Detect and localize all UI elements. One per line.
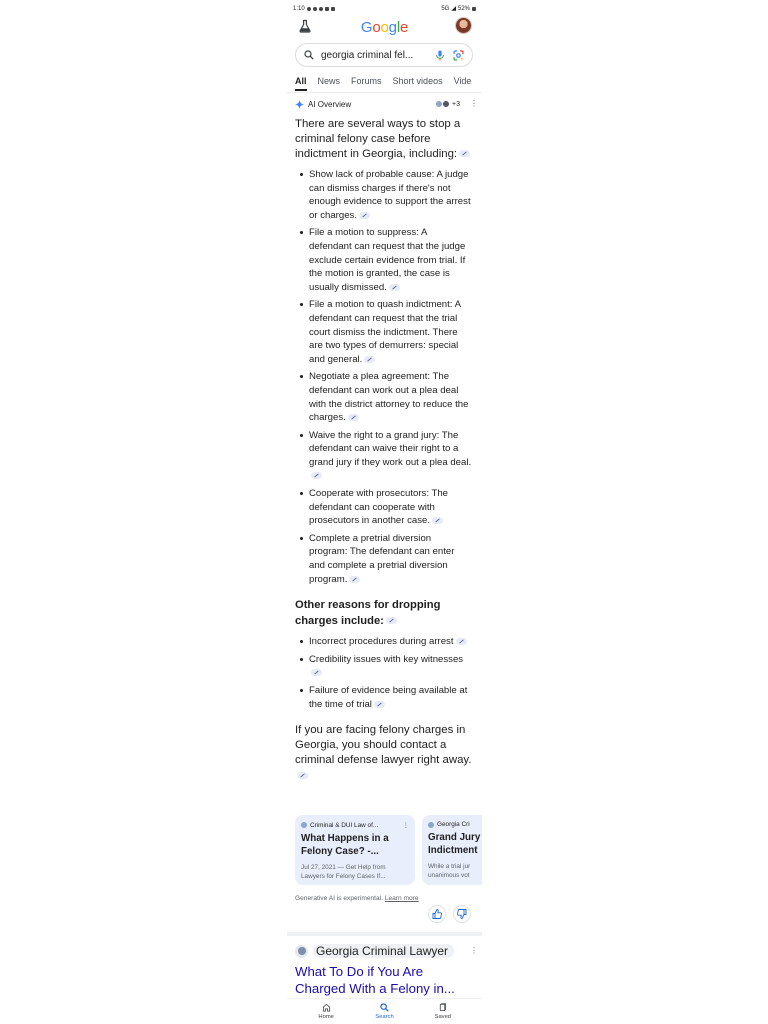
source-favicon-icon [442,100,450,108]
list-item-text: Cooperate with prosecutors: The defendant can cooperate with prosecutors in another case. [309,488,449,527]
sparkle-icon [295,100,304,109]
learn-more-link[interactable]: Learn more [384,895,419,902]
list-item [295,429,472,483]
card-source-name: Georgia Cri [437,821,470,828]
status-bar [293,4,476,13]
notification-icon [331,7,335,11]
citation-link-icon[interactable] [386,617,397,624]
search-bar[interactable] [295,43,473,67]
citation-link-icon[interactable] [297,772,308,779]
ai-overview-header [295,98,478,110]
list-item [295,635,472,649]
notification-icon [319,7,323,11]
citation-link-icon[interactable] [432,517,443,524]
saved-icon [438,1003,447,1012]
list-item [295,487,472,528]
tab-all[interactable]: All [295,76,307,91]
list-item-text: Credibility issues with key witnesses [309,653,464,665]
list-item [295,226,472,294]
list-item [295,168,472,222]
signal-icon: ◢ [451,6,456,12]
list-item [295,370,472,424]
card-source-name: Criminal & DUI Law of... [310,821,379,829]
search-icon [380,1003,389,1012]
logo-letter: o [380,19,389,36]
source-favicon-icon [301,822,307,828]
overview-subhead [295,598,472,629]
citation-link-icon[interactable] [311,669,322,676]
source-card[interactable] [422,815,482,885]
sources-count: +3 [452,100,460,108]
list-item-text: Negotiate a plea agreement: The defendant can work out a plea deal with the district attorney to reduce the charges. [309,371,469,424]
phone-screen [287,0,482,1024]
citation-link-icon[interactable] [311,472,322,479]
citation-link-icon[interactable] [459,150,470,157]
result-site-name[interactable]: Georgia Criminal Lawyer [313,944,454,958]
nav-home[interactable] [306,999,346,1024]
battery-icon [472,7,476,11]
list-item-text: Waive the right to a grand jury: The defendant can waive their right to a grand jury if they work out a plea deal. [309,429,472,468]
logo-letter: l [396,19,400,36]
network-label: 5G [441,5,450,12]
card-snippet: While a trial jur unanimous vot [428,863,471,879]
nav-search[interactable] [364,999,404,1024]
list-item-text: Complete a pretrial diversion program: The defendant can enter and complete a pretrial diversion program. [309,532,455,585]
bottom-navigation [287,998,482,1024]
search-icon [304,50,314,60]
card-snippet: Jul 27, 2021 — Get Help from Lawyers for Felony Cases If... [301,864,386,880]
list-item [295,298,472,366]
overview-closing-text: If you are facing felony charges in Georgia, you should contact a criminal defense lawyer right away. [295,724,472,767]
list-item-text: File a motion to suppress: A defendant can request that the judge exclude certain evidence from trial. If the motion is granted, the case is usually dismissed. [309,227,466,293]
list-item-text: Failure of evidence being available at the time of trial [309,685,468,710]
tabs-divider [287,92,482,93]
list-item-text: Incorrect procedures during arrest [309,636,454,648]
search-input[interactable]: georgia criminal fel... [321,49,414,61]
source-cards-carousel[interactable] [295,815,482,885]
ai-overview-content [295,117,472,783]
generative-ai-note [295,895,419,902]
overview-closing [295,723,472,783]
home-icon [322,1003,331,1012]
citation-link-icon[interactable] [348,414,359,421]
thumbs-down-icon [457,909,467,919]
citation-link-icon[interactable] [359,212,370,219]
list-item-text: File a motion to quash indictment: A defendant can request that the trial court dismiss the indictment. There are two types of demurrers: special and general. [309,299,461,365]
status-right [441,5,476,12]
card-title: Grand Jury Indictment [428,832,481,856]
favicon-mark [298,947,306,955]
status-time: 1:10 [293,5,305,12]
notification-icon [307,7,311,11]
logo-letter: G [360,19,373,36]
notification-icon [325,7,329,11]
overview-lead [295,117,472,162]
thumbs-up-icon [432,909,442,919]
notification-icon [313,7,317,11]
thumbs-up-button[interactable] [428,905,446,923]
overview-points-list [295,168,472,586]
citation-link-icon[interactable] [364,356,375,363]
generative-note-text: Generative AI is experimental. [295,895,383,902]
citation-link-icon[interactable] [374,701,385,708]
logo-letter: g [388,19,397,36]
tab-short-videos[interactable]: Short videos [392,76,443,86]
overview-subhead-text: Other reasons for dropping charges include: [295,599,441,627]
list-item-text: Show lack of probable cause: A judge can dismiss charges if there's not enough evidence to support the arrest or charges. [309,169,471,221]
mic-icon[interactable] [435,50,445,61]
citation-link-icon[interactable] [349,576,360,583]
nav-saved-label: Saved [434,1014,452,1020]
section-separator [287,932,482,936]
card-source [428,821,482,828]
more-options-icon[interactable]: ⋮ [402,822,409,829]
nav-saved[interactable] [423,999,463,1024]
citation-link-icon[interactable] [456,638,467,645]
card-source [301,821,409,829]
battery-label: 52% [457,5,470,12]
sources-preview[interactable] [435,100,460,108]
source-card[interactable] [295,815,415,885]
thumbs-down-button[interactable] [453,905,471,923]
ai-overview-title: AI Overview [308,99,352,109]
app-header [287,16,482,38]
citation-link-icon[interactable] [389,284,400,291]
list-item [295,532,472,586]
card-title: What Happens in a Felony Case? -... [301,833,389,857]
more-options-icon[interactable]: ⋮ [470,99,478,108]
overview-reasons-list [295,635,472,711]
lens-icon[interactable] [453,50,464,61]
tab-news[interactable]: News [317,76,341,86]
result-source[interactable] [295,944,478,958]
nav-search-label: Search [375,1014,394,1020]
site-favicon-icon [295,945,308,958]
logo-letter: e [399,19,409,36]
result-title-link[interactable]: What To Do if You Are Charged With a Felony in... [295,964,455,996]
search-tabs [295,76,482,90]
list-item [295,684,472,711]
nav-home-label: Home [318,1014,334,1020]
google-logo[interactable] [287,19,482,36]
tab-vide[interactable]: Vide [453,76,472,86]
logo-letter: o [372,19,381,36]
status-left [293,6,335,12]
avatar[interactable] [455,17,472,34]
tab-forums[interactable]: Forums [351,76,382,86]
list-item [295,653,472,680]
more-options-icon[interactable]: ⋮ [470,946,478,955]
source-favicon-icon [428,822,434,828]
overview-lead-text: There are several ways to stop a criminal felony case before indictment in Georgia, including: [295,118,461,160]
